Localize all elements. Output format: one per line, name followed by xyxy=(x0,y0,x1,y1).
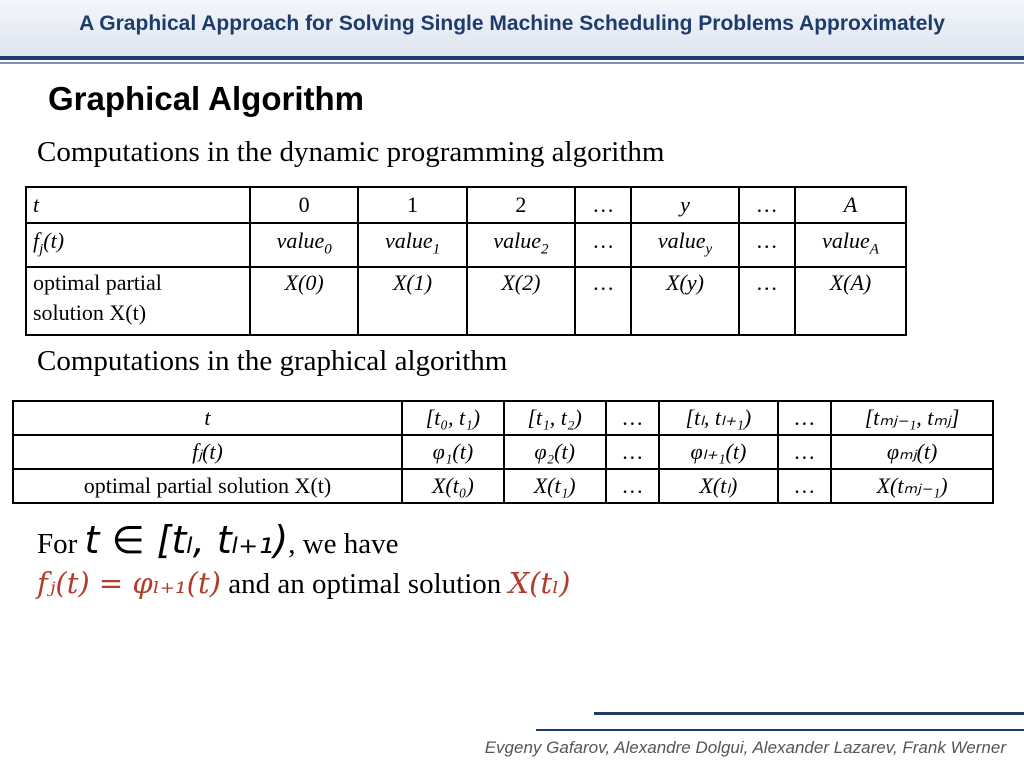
gr-row-label: t xyxy=(13,401,402,435)
slide-title: Graphical Algorithm xyxy=(48,80,364,117)
dp-cell: X(1) xyxy=(358,267,466,335)
dp-cell: … xyxy=(575,267,631,335)
dp-cell: … xyxy=(739,267,795,335)
dp-cell: … xyxy=(575,223,631,267)
dp-cell: … xyxy=(739,187,795,223)
gr-cell: … xyxy=(606,435,660,469)
we-have-text: , we have xyxy=(288,528,399,560)
gr-row-t xyxy=(13,401,993,435)
header-divider-thin xyxy=(0,62,1024,64)
gr-cell: φ₁(t) xyxy=(402,435,504,469)
gr-cell: X(t₀) xyxy=(402,469,504,503)
footer-divider-lower xyxy=(536,729,1024,731)
dp-cell: t xyxy=(26,187,250,223)
dp-row-f xyxy=(26,223,906,267)
gr-cell: [t₀, t₁) xyxy=(402,401,504,435)
dp-cell: value$_1$ xyxy=(358,223,466,267)
statement-line-2 xyxy=(37,566,571,601)
footer-divider xyxy=(594,712,1024,715)
gr-cell: [tₗ, tₗ₊₁) xyxy=(659,401,778,435)
dp-cell: 2 xyxy=(467,187,575,223)
solution-formula: X(tₗ) xyxy=(508,566,571,600)
dp-cell: 0 xyxy=(250,187,358,223)
presentation-title: A Graphical Approach for Solving Single Machine Scheduling Problems Approximately xyxy=(79,12,945,35)
gr-cell: φₗ₊₁(t) xyxy=(659,435,778,469)
dp-table xyxy=(25,186,907,336)
dp-cell: A xyxy=(795,187,906,223)
gr-row-f xyxy=(13,435,993,469)
gr-cell: X(t₁) xyxy=(504,469,606,503)
gr-cell: [tₘⱼ₋₁, tₘⱼ] xyxy=(831,401,993,435)
dp-row-t xyxy=(26,187,906,223)
dp-row-label: optimal partial solution X(t) xyxy=(26,267,250,335)
gr-row-x xyxy=(13,469,993,503)
dp-cell: X(A) xyxy=(795,267,906,335)
header-divider xyxy=(0,56,1024,60)
gr-cell: … xyxy=(778,401,832,435)
caption-dp: Computations in the dynamic programming algorithm xyxy=(37,136,665,168)
dp-cell: value$_2$ xyxy=(467,223,575,267)
dp-cell: X(y) xyxy=(631,267,738,335)
dp-cell: value$_0$ xyxy=(250,223,358,267)
gr-row-label: optimal partial solution X(t) xyxy=(13,469,402,503)
gr-cell: … xyxy=(606,401,660,435)
gr-cell: … xyxy=(606,469,660,503)
gr-cell: [t₁, t₂) xyxy=(504,401,606,435)
dp-cell: X(0) xyxy=(250,267,358,335)
and-text: and an optimal solution xyxy=(228,568,502,600)
dp-cell: value$_y$ xyxy=(631,223,738,267)
gr-cell: … xyxy=(778,469,832,503)
dp-cell: X(2) xyxy=(467,267,575,335)
caption-graphical: Computations in the graphical algorithm xyxy=(37,345,508,377)
dp-cell: value$_A$ xyxy=(795,223,906,267)
for-word: For xyxy=(37,528,78,560)
dp-row-x xyxy=(26,267,906,335)
dp-cell: 1 xyxy=(358,187,466,223)
gr-cell: X(tₘⱼ₋₁) xyxy=(831,469,993,503)
footer-authors: Evgeny Gafarov, Alexandre Dolgui, Alexander Lazarev, Frank Werner xyxy=(484,738,1006,757)
equation-formula: fⱼ(t) = φₗ₊₁(t) xyxy=(37,566,221,600)
dp-cell: … xyxy=(739,223,795,267)
gr-row-label: fⱼ(t) xyxy=(13,435,402,469)
dp-row-label: $f_j(t)$ xyxy=(26,223,250,267)
gr-cell: X(tₗ) xyxy=(659,469,778,503)
dp-cell: … xyxy=(575,187,631,223)
gr-cell: φₘⱼ(t) xyxy=(831,435,993,469)
statement-line-1 xyxy=(37,518,399,562)
condition-formula: t ∈ [tₗ, tₗ₊₁) xyxy=(84,518,289,562)
graphical-table xyxy=(12,400,994,504)
dp-cell: y xyxy=(631,187,738,223)
gr-cell: … xyxy=(778,435,832,469)
gr-cell: φ₂(t) xyxy=(504,435,606,469)
